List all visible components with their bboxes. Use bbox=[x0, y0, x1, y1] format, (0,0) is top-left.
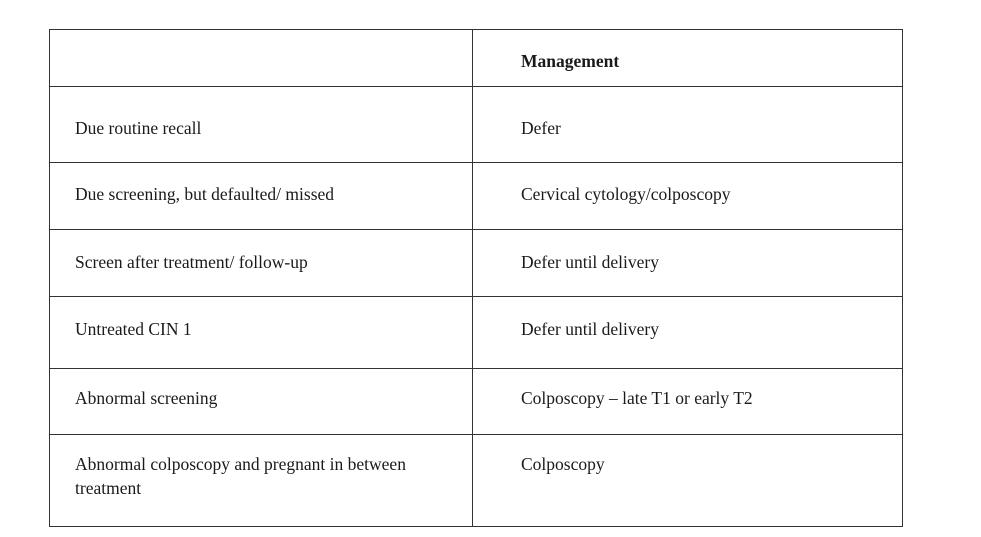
situation-cell: Due screening, but defaulted/ missed bbox=[50, 163, 473, 230]
management-cell: Defer bbox=[473, 87, 903, 163]
management-cell: Defer until delivery bbox=[473, 297, 903, 369]
management-cell: Defer until delivery bbox=[473, 230, 903, 297]
table-row bbox=[50, 230, 903, 297]
header-cell-situation bbox=[50, 30, 473, 87]
management-cell: Cervical cytology/colposcopy bbox=[473, 163, 903, 230]
header-cell-management: Management bbox=[473, 30, 903, 87]
situation-cell: Due routine recall bbox=[50, 87, 473, 163]
management-cell: Colposcopy – late T1 or early T2 bbox=[473, 369, 903, 435]
situation-cell: Abnormal colposcopy and pregnant in between treatment bbox=[50, 435, 473, 527]
situation-cell: Screen after treatment/ follow-up bbox=[50, 230, 473, 297]
table-header-row bbox=[50, 30, 903, 87]
management-cell: Colposcopy bbox=[473, 435, 903, 527]
table-row bbox=[50, 297, 903, 369]
table-row bbox=[50, 369, 903, 435]
situation-cell: Untreated CIN 1 bbox=[50, 297, 473, 369]
table-row bbox=[50, 87, 903, 163]
management-table bbox=[49, 29, 903, 527]
table-row bbox=[50, 163, 903, 230]
situation-cell: Abnormal screening bbox=[50, 369, 473, 435]
table-row bbox=[50, 435, 903, 527]
